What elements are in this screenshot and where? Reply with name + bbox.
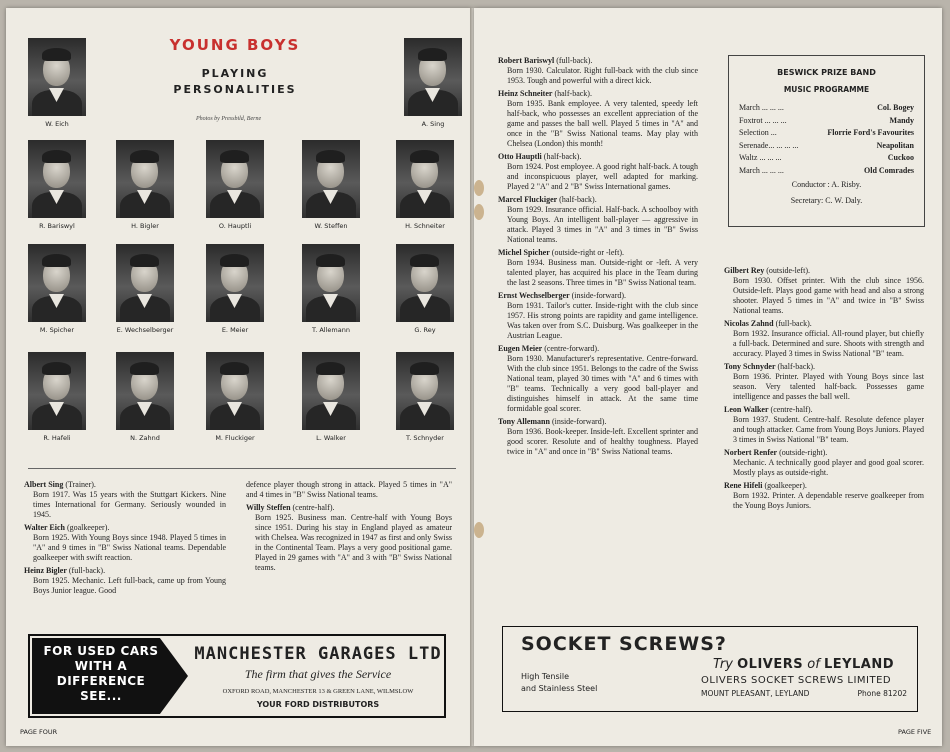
manchester-garages-ad (28, 634, 446, 718)
music-type: March ... ... ... (739, 103, 784, 112)
bio-header (724, 362, 924, 372)
bio-role: (half-back). (541, 152, 582, 161)
player-bio (498, 56, 698, 86)
bio-text: Born 1936. Book-keeper. Inside-left. Excellent sprinter and good scorer. Resolute and of healthy toughness. Played twice in "A" and once in "B" Swiss National teams. (507, 427, 698, 456)
player-photo (206, 244, 264, 322)
bio-role: (centre-half). (768, 405, 813, 414)
player-name: H. Schneiter (405, 222, 445, 230)
bio-header (24, 523, 226, 533)
player-bio (724, 448, 924, 478)
bio-text: Born 1930. Manufacturer's representative. Centre-forward. With the club since 1951. Belongs to the cadre of the Swiss National team, played 30 times with "A" and 6 times with "B" teams. Technically a very good ball-player and distinguishes himself in attack. At the same time formidable goal scorer. (507, 354, 698, 413)
bio-text: Born 1917. Was 15 years with the Stuttgart Kickers. Nine times International for Germany. Seriously wounded in 1945. (33, 490, 226, 519)
bio-role: (centre-half). (290, 503, 335, 512)
bio-role: (half-back). (557, 195, 597, 204)
bio-player-name: Nicolas Zahnd (724, 319, 774, 328)
socket-screws-ad (502, 626, 918, 712)
player-bio (724, 481, 924, 511)
bio-header (724, 266, 924, 276)
bio-role: (outside-right). (777, 448, 828, 457)
bio-header (498, 89, 698, 99)
player-name: T. Allemann (312, 326, 350, 334)
bio-header (724, 448, 924, 458)
bio-text: Born 1931. Tailor's cutter. Inside-right with the club since 1957. His strong points are rapidity and game intelligence. Was taken over from S.C. Duisburg. Was goalkeeper in the Austrian League. (507, 301, 698, 340)
player-portrait (206, 352, 264, 442)
page-stain (474, 204, 484, 220)
right-bio-column-2 (724, 266, 924, 514)
bio-player-name: Ernst Wechselberger (498, 291, 570, 300)
music-type: March ... ... ... (739, 165, 784, 175)
music-programme-box (728, 55, 925, 227)
player-name: A. Sing (421, 120, 445, 128)
player-photo (302, 244, 360, 322)
left-bio-column-1 (24, 480, 226, 599)
player-name: R. Bariswyl (39, 222, 75, 230)
player-name: L. Walker (316, 434, 346, 442)
player-name: E. Meier (221, 326, 249, 334)
player-bio (246, 503, 452, 573)
player-bio (724, 319, 924, 359)
bio-header (24, 566, 226, 576)
bio-header (724, 405, 924, 415)
player-name: R. Hafeli (43, 434, 71, 442)
player-bio (24, 523, 226, 563)
player-bio (724, 362, 924, 402)
music-type: Foxtrot ... ... ... (739, 115, 787, 125)
music-piece: Old Comrades (864, 165, 914, 175)
ad-try-word: Try (713, 657, 733, 672)
bio-player-name: Heinz Bigler (24, 566, 67, 575)
bio-role: (inside-forward). (549, 417, 607, 426)
player-name: M. Fluckiger (215, 434, 255, 442)
bio-text: Born 1937. Student. Centre-half. Resolute defence player and tough attacker. Came from Young Boys Juniors. Played 3 times in Swiss National "B" team. (733, 415, 924, 444)
music-item (739, 165, 914, 178)
band-name: BESWICK PRIZE BAND (777, 68, 876, 77)
player-photo (116, 140, 174, 218)
bio-header (724, 319, 924, 329)
bio-role: (half-back). (775, 362, 816, 371)
player-portrait (28, 352, 86, 442)
music-item (739, 115, 914, 128)
bio-text: Born 1932. Insurance official. All-round player, but chiefly a full-back. Determined and sure. Shoots with strength and accuracy. Played 3 times in Swiss National "B" team. (733, 329, 924, 358)
bio-player-name: Walter Eich (24, 523, 65, 532)
bio-player-name: Michel Spicher (498, 248, 550, 257)
music-programme-list (739, 102, 914, 177)
bio-player-name: Willy Steffen (246, 503, 291, 512)
bio-player-name: Leon Walker (724, 405, 769, 414)
player-photo (302, 140, 360, 218)
music-piece: Cuckoo (887, 153, 914, 162)
bio-text: Born 1925. Business man. Centre-half with Young Boys since 1951. During his stay in England played as amateur with Chelsea. Was recognized in 1947 as first and only Swiss in the Continental Team. Plays a very good positional game. Played in 29 games with "A" and 3 with "B" Swiss National teams. (255, 513, 452, 572)
page-subtitle (118, 66, 352, 98)
bio-text: Born 1929. Insurance official. Half-back. A schoolboy with Young Boys. An intelligent ball-player — aggressive in attack. Played 3 times in "A" and 3 times in "B" Swiss National teams. (507, 205, 698, 244)
player-name: O. Hauptli (218, 222, 252, 230)
bio-role: (full-back). (773, 319, 812, 328)
player-photo (28, 140, 86, 218)
ad-tag-line-1: High Tensile (521, 672, 569, 681)
player-photo (28, 244, 86, 322)
page-stain (474, 522, 484, 538)
player-name: W. Eich (45, 120, 69, 128)
music-type: Waltz ... ... ... (739, 153, 782, 162)
player-bio (498, 152, 698, 192)
section-divider (28, 468, 456, 469)
bio-player-name: Rene Hifeli (724, 481, 763, 490)
ad-slogan: The firm that gives the Service (244, 667, 392, 681)
bio-role: (goalkeeper). (64, 523, 110, 532)
player-bio (24, 566, 226, 596)
bio-continuation: defence player though strong in attack. Played 5 times in "A" and 4 times in "B" Swiss National teams. (246, 480, 452, 499)
player-portrait (396, 352, 454, 442)
bio-text: Born 1935. Bank employee. A very talented, speedy left half-back, who possesses an excellent appreciation of the game and passes the ball well. Played 5 times in "A" and once in the "B" Swiss National teams. May play with Chelsea (London) this month! (507, 99, 698, 148)
ad-company-full: OLIVERS SOCKET SCREWS LIMITED (701, 675, 892, 686)
bio-text: Born 1930. Calculator. Right full-back with the club since 1953. Tough and powerful with a direct kick. (507, 66, 698, 85)
player-photo (404, 38, 462, 116)
bio-header (498, 195, 698, 205)
player-photo (302, 352, 360, 430)
bio-header (246, 503, 452, 513)
music-piece: Neapolitan (876, 140, 914, 150)
page-number-right: PAGE FIVE (898, 728, 932, 736)
player-name: G. Rey (414, 326, 436, 334)
bio-text: Born 1925. Mechanic. Left full-back, came up from Young Boys Junior league. Good (33, 576, 226, 595)
player-bio (498, 291, 698, 341)
right-page (474, 8, 942, 746)
bio-role: (centre-forward). (542, 344, 600, 353)
bio-role: (Trainer). (63, 480, 96, 489)
bio-text: Mechanic. A technically good player and good goal scorer. Mostly plays as outside-right. (733, 458, 924, 477)
ad-company-name: MANCHESTER GARAGES LTD (194, 644, 442, 664)
bio-header (498, 56, 698, 66)
secretary: Secretary: C. W. Daly. (790, 196, 863, 205)
player-name: W. Steffen (314, 222, 348, 230)
bio-role: (outside-right or -left). (549, 248, 624, 257)
player-bio (498, 89, 698, 149)
bio-player-name: Norbert Renfer (724, 448, 778, 457)
music-piece: Florrie Ford's Favourites (827, 128, 914, 137)
bio-player-name: Gilbert Rey (724, 266, 765, 275)
bio-text: Born 1932. Printer. A dependable reserve goalkeeper from the Young Boys Juniors. (733, 491, 924, 510)
page-title: YOUNG BOYS (169, 36, 301, 54)
player-bio (724, 405, 924, 445)
bio-header (498, 152, 698, 162)
left-bio-column-2 (246, 480, 452, 576)
player-portrait (116, 244, 174, 334)
bio-text: Born 1936. Printer. Played with Young Boys since last season. Very talented half-back. Possesses game intelligence and passes the ball well. (733, 372, 924, 401)
player-bio (724, 266, 924, 316)
bio-text: Born 1934. Business man. Outside-right or -left. A very talented player, has acquired his place in the Team during the last 2 seasons. Three times in "B" Swiss National team. (507, 258, 698, 287)
music-type: Selection ... (739, 128, 777, 137)
bio-text: Born 1924. Post employee. A good right half-back. A tough and inconspicuous player, well adapted for marking. Played 2 "A" and 2 "B" Swiss International games. (507, 162, 698, 191)
bio-header (498, 344, 698, 354)
player-portrait (28, 244, 86, 334)
player-portrait (302, 352, 360, 442)
player-portrait (302, 140, 360, 230)
player-name: M. Spicher (39, 326, 75, 334)
bio-role: (full-back). (66, 566, 106, 575)
right-bio-column-1 (498, 56, 698, 460)
music-item (739, 102, 914, 115)
player-name: T. Schnyder (406, 434, 444, 442)
conductor: Conductor : A. Risby. (791, 180, 862, 189)
ad-headline: SOCKET SCREWS? (521, 633, 727, 655)
ad-tag-line-2: and Stainless Steel (521, 684, 598, 693)
bio-player-name: Heinz Schneiter (498, 89, 553, 98)
bio-role: (goalkeeper). (762, 481, 807, 490)
ad-address: OXFORD ROAD, MANCHESTER 13 & GREEN LANE, WILMSLOW (222, 688, 414, 695)
ad-of-word: of (807, 657, 820, 672)
player-photo (396, 140, 454, 218)
player-portrait (206, 244, 264, 334)
player-bio (498, 195, 698, 245)
music-type: Serenade... ... ... ... (739, 140, 799, 150)
photo-credit: Photos by Pressbild, Berne (196, 116, 262, 122)
ad-town: LEYLAND (823, 657, 895, 672)
player-name: N. Zahnd (130, 434, 160, 442)
bio-player-name: Tony Allemann (498, 417, 550, 426)
player-bio (498, 248, 698, 288)
bio-header (498, 417, 698, 427)
player-portrait (28, 140, 86, 230)
player-photo (396, 352, 454, 430)
ad-address: MOUNT PLEASANT, LEYLAND (701, 689, 810, 698)
music-item (739, 152, 914, 165)
bio-text: Born 1930. Offset printer. With the club since 1956. Outside-left. Plays good game with head and also a strong shooter. Played 5 times in "A" and twice in "B" Swiss National teams. (733, 276, 924, 315)
player-portrait (404, 38, 462, 128)
bio-player-name: Marcel Fluckiger (498, 195, 558, 204)
music-piece: Mandy (889, 115, 914, 125)
bio-role: (outside-left). (764, 266, 810, 275)
bio-player-name: Otto Hauptli (498, 152, 542, 161)
player-photo (206, 140, 264, 218)
player-bio (498, 417, 698, 457)
bio-player-name: Albert Sing (24, 480, 64, 489)
music-item (739, 140, 914, 153)
left-page (6, 8, 472, 746)
ad-phone: Phone 81202 (857, 689, 907, 698)
ad-company-short: OLIVERS (737, 657, 804, 672)
ad-address-row (701, 689, 907, 698)
player-portrait (396, 244, 454, 334)
ad-tagline (521, 671, 611, 695)
bio-text: Born 1925. With Young Boys since 1948. Played 5 times in "A" and 9 times in "B" Swiss National teams. Dependable goalkeeper with swift reaction. (33, 533, 226, 562)
bio-player-name: Robert Bariswyl (498, 56, 555, 65)
bio-role: (full-back). (554, 56, 593, 65)
player-portrait (396, 140, 454, 230)
ad-try-line (713, 657, 894, 672)
player-photo (116, 352, 174, 430)
player-photo (396, 244, 454, 322)
bio-header (498, 248, 698, 258)
player-name: E. Wechselberger (116, 326, 174, 334)
player-portrait (116, 140, 174, 230)
music-piece: Col. Bogey (877, 103, 914, 112)
player-photo (116, 244, 174, 322)
player-bio (24, 480, 226, 520)
page-number-left: PAGE FOUR (20, 728, 58, 736)
bio-player-name: Eugen Meier (498, 344, 543, 353)
ad-arrow-text: FOR USED CARS WITH A DIFFERENCE SEE... (43, 644, 159, 703)
player-photo (28, 38, 86, 116)
bio-role: (inside-forward). (569, 291, 627, 300)
music-programme-title: MUSIC PROGRAMME (783, 85, 870, 94)
player-photo (206, 352, 264, 430)
player-portrait (302, 244, 360, 334)
bio-role: (half-back). (552, 89, 592, 98)
player-portrait (206, 140, 264, 230)
subtitle-line-2: PERSONALITIES (173, 83, 297, 96)
page-stain (474, 180, 484, 196)
bio-player-name: Tony Schnyder (724, 362, 776, 371)
bio-header (498, 291, 698, 301)
player-photo (28, 352, 86, 430)
player-bio (498, 344, 698, 414)
subtitle-line-1: PLAYING (201, 67, 269, 80)
player-name: H. Bigler (131, 222, 159, 230)
player-portrait (116, 352, 174, 442)
ad-distributors: YOUR FORD DISTRIBUTORS (256, 700, 380, 709)
bio-header (724, 481, 924, 491)
bio-header (24, 480, 226, 490)
music-item (739, 127, 914, 140)
player-portrait (28, 38, 86, 128)
